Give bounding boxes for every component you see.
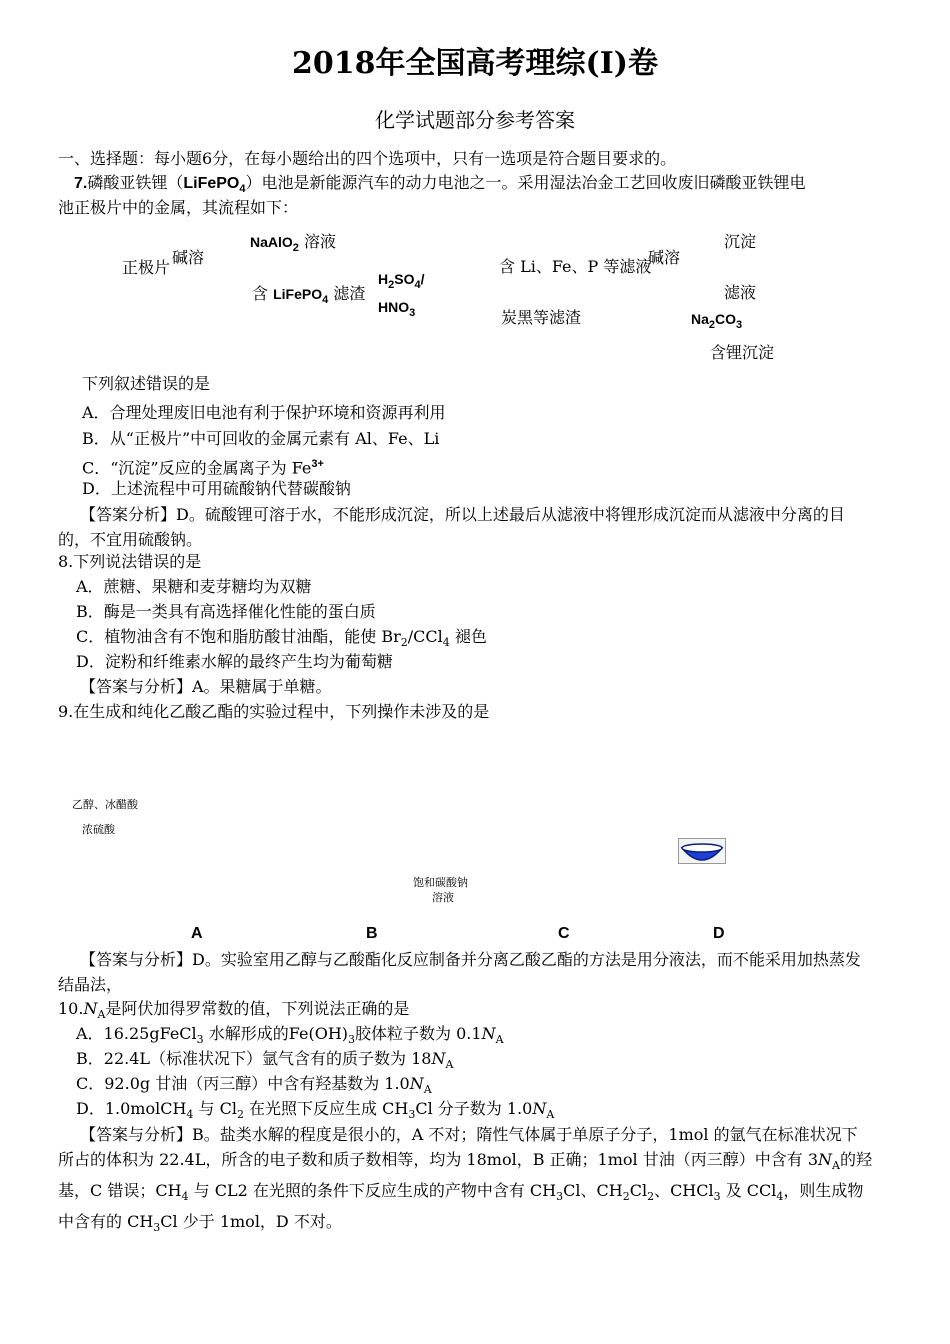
page-title: 2018年全国高考理综(Ⅰ)卷 <box>292 46 658 81</box>
q9-label-acid: 浓硫酸 <box>82 823 115 836</box>
flow-alkali-1: 碱溶 <box>172 248 205 267</box>
q10-option-d: D．1.0molCH$_4$ 与 $Cl_2$ 在光照下反应生成 $CH_3Cl$ 分子数为 $1.0N_A$ <box>76 1099 555 1122</box>
evaporating-dish-icon <box>678 838 726 864</box>
q8-option-a: A．蔗糖、果糖和麦芽糖均为双糖 <box>76 577 312 596</box>
flow-acid: $H_2SO_4/$ $HNO_3$ <box>378 271 425 319</box>
q10-option-c: C．92.0g 甘油（丙三醇）中含有羟基数为 $1.0N_A$ <box>76 1074 432 1097</box>
flow-na2co3: $Na_2CO_3$ <box>691 311 743 331</box>
q8-answer: 【答案与分析】A。果糖属于单糖。 <box>80 677 332 696</box>
flow-naalo2: NaAlO$_2$ 溶液 <box>250 232 337 255</box>
flow-li-precip: 含锂沉淀 <box>710 343 775 362</box>
q8-option-c: C．植物油含有不饱和脂肪酸甘油酯，能使 $Br_2/CCl_4$ 褪色 <box>76 627 487 650</box>
q7-option-c: C．“沉淀”反应的金属离子为 $Fe^{3+}$ <box>82 458 324 478</box>
q9-label-solution: 溶液 <box>432 891 454 904</box>
q10-stem: $10.N_A$是阿伏加得罗常数的值，下列说法正确的是 <box>58 999 410 1022</box>
q9-stem: 9.在生成和纯化乙酸乙酯的实验过程中，下列操作未涉及的是 <box>58 702 490 721</box>
flow-carbon: 炭黑等滤渣 <box>501 308 582 327</box>
q9-label-a: A <box>191 925 203 942</box>
q7-option-b: B．从“正极片”中可回收的金属元素有 Al、Fe、Li <box>82 429 440 448</box>
q10-option-a: A．16.25gFeCl$_3$ 水解形成的$Fe(OH)_3$胶体粒子数为 $0.1N_A$ <box>76 1024 504 1047</box>
q7-option-a: A．合理处理废旧电池有利于保护环境和资源再利用 <box>82 403 446 422</box>
q9-label-d: D <box>713 925 725 942</box>
q9-label-na2co3: 饱和碳酸钠 <box>413 876 468 889</box>
q9-label-c: C <box>558 925 570 942</box>
q8-option-b: B．酶是一类具有高选择催化性能的蛋白质 <box>76 602 376 621</box>
page-subtitle: 化学试题部分参考答案 <box>375 108 575 132</box>
section-header: 一、选择题：每小题6分，在每小题给出的四个选项中，只有一选项是符合题目要求的。 <box>58 149 677 168</box>
flow-alkali-2: 碱溶 <box>648 248 681 267</box>
q7-option-d: D．上述流程中可用硫酸钠代替碳酸钠 <box>82 479 351 498</box>
flow-electrode: 正极片 <box>122 258 171 277</box>
q10-option-b: B．22.4L（标准状况下）氩气含有的质子数为 $18N_A$ <box>76 1049 454 1072</box>
flow-filtrate-2: 滤液 <box>724 283 757 302</box>
q7-answer: 【答案分析】D。硫酸锂可溶于水，不能形成沉淀，所以上述最后从滤液中将锂形成沉淀而从滤液中分离的目的，不宜用硫酸钠。 <box>58 505 845 549</box>
q7-stem: 7.磷酸亚铁锂（LiFePO$_4$）电池是新能源汽车的动力电池之一。采用湿法冶金工艺回收废旧磷酸亚铁锂电 <box>74 173 806 196</box>
flow-residue: 含 LiFePO$_4$ 滤渣 <box>252 284 366 307</box>
q7-stem-cont: 池正极片中的金属，其流程如下： <box>58 198 299 217</box>
q7-question: 下列叙述错误的是 <box>82 374 211 393</box>
q9-label-reagents: 乙醇、冰醋酸 <box>72 798 138 811</box>
q8-option-d: D．淀粉和纤维素水解的最终产生均为葡萄糖 <box>76 652 393 671</box>
q9-label-b: B <box>366 925 378 942</box>
flow-precipitate: 沉淀 <box>724 232 757 251</box>
flow-filtrate: 含 Li、Fe、P 等滤液 <box>499 257 652 276</box>
q8-stem: 8.下列说法错误的是 <box>58 552 202 571</box>
q9-answer: 【答案与分析】D。实验室用乙醇与乙酸酯化反应制备并分离乙酸乙酯的方法是用分液法，而不能采用加热蒸发结晶法， <box>58 950 861 994</box>
q10-answer: 【答案与分析】B。盐类水解的程度是很小的，A 不对；隋性气体属于单原子分子，1mol 的氩气在标准状况下所占的体积为 22.4L，所含的电子数和质子数相等，均为 18mol，B 正确；1mol 甘油（丙三醇）中含有 $3N_A$的羟基，C 错误；$CH_4$ 与 CL2 在光照的条件下反应生成的产物中含有 $CH_3Cl$、$CH_2Cl_2$、CHCl$_3$ 及 CCl$_4$，则生成物中含有的 $CH_3Cl$ 少于 1mol，D 不对。 <box>58 1125 872 1235</box>
